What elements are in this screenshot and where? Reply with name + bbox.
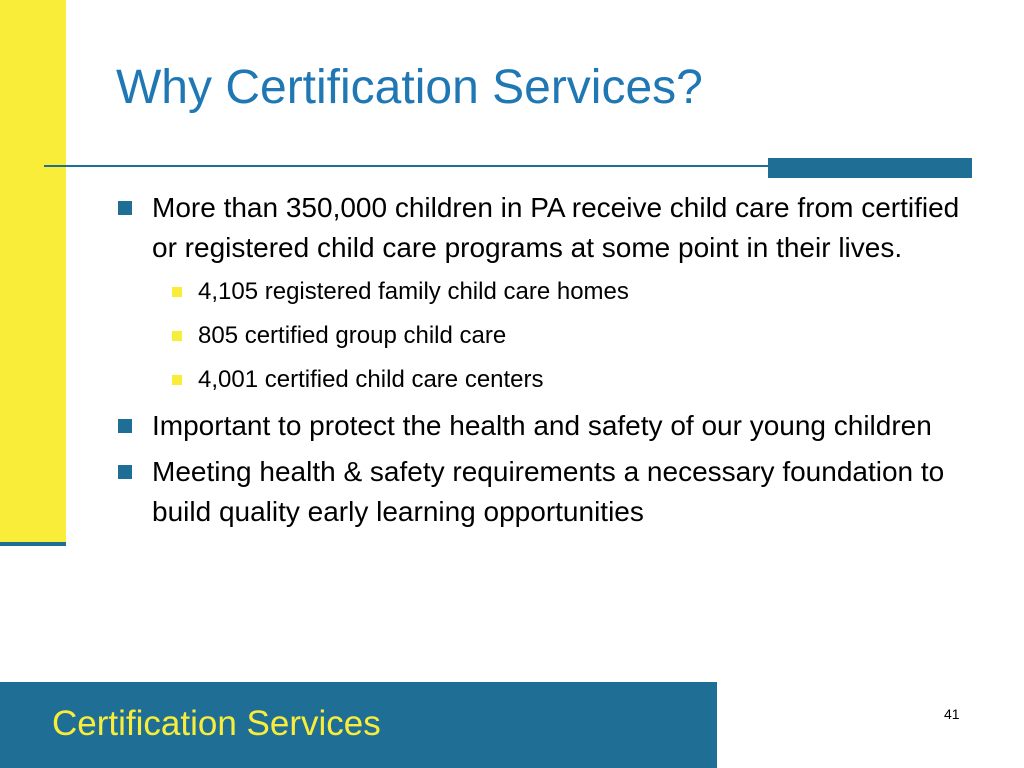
bullet-item (118, 188, 978, 268)
sub-bullet-text: 805 certified group child care (198, 322, 507, 349)
bullet-item (118, 406, 978, 446)
slide-title: Why Certification Services? (116, 61, 703, 114)
sub-bullet-text: 4,001 certified child care centers (198, 366, 544, 393)
sub-bullet-item (164, 274, 978, 310)
sub-bullet-item (164, 318, 978, 354)
bullet-list (118, 188, 978, 538)
square-bullet-icon (118, 419, 132, 433)
square-sub-bullet-icon (172, 287, 182, 297)
square-sub-bullet-icon (172, 375, 182, 385)
title-divider-line (44, 165, 769, 167)
square-sub-bullet-icon (172, 331, 182, 341)
footer-title: Certification Services (52, 704, 381, 743)
sub-bullet-item (164, 362, 978, 398)
square-bullet-icon (118, 201, 132, 215)
bullet-text: Important to protect the health and safety of our young children (152, 410, 932, 441)
footer-bar (0, 682, 717, 768)
bullet-item (118, 452, 978, 532)
sub-bullet-text: 4,105 registered family child care homes (198, 278, 629, 305)
bullet-text: More than 350,000 children in PA receive child care from certified or registered child care programs at some point in their lives. (152, 192, 960, 263)
square-bullet-icon (118, 465, 132, 479)
bullet-text: Meeting health & safety requirements a necessary foundation to build quality early learning opportunities (152, 456, 945, 527)
title-divider-block (768, 158, 972, 178)
slide-number: 41 (944, 706, 960, 722)
left-accent-bar (0, 0, 66, 546)
left-accent-bar-edge (0, 542, 66, 546)
